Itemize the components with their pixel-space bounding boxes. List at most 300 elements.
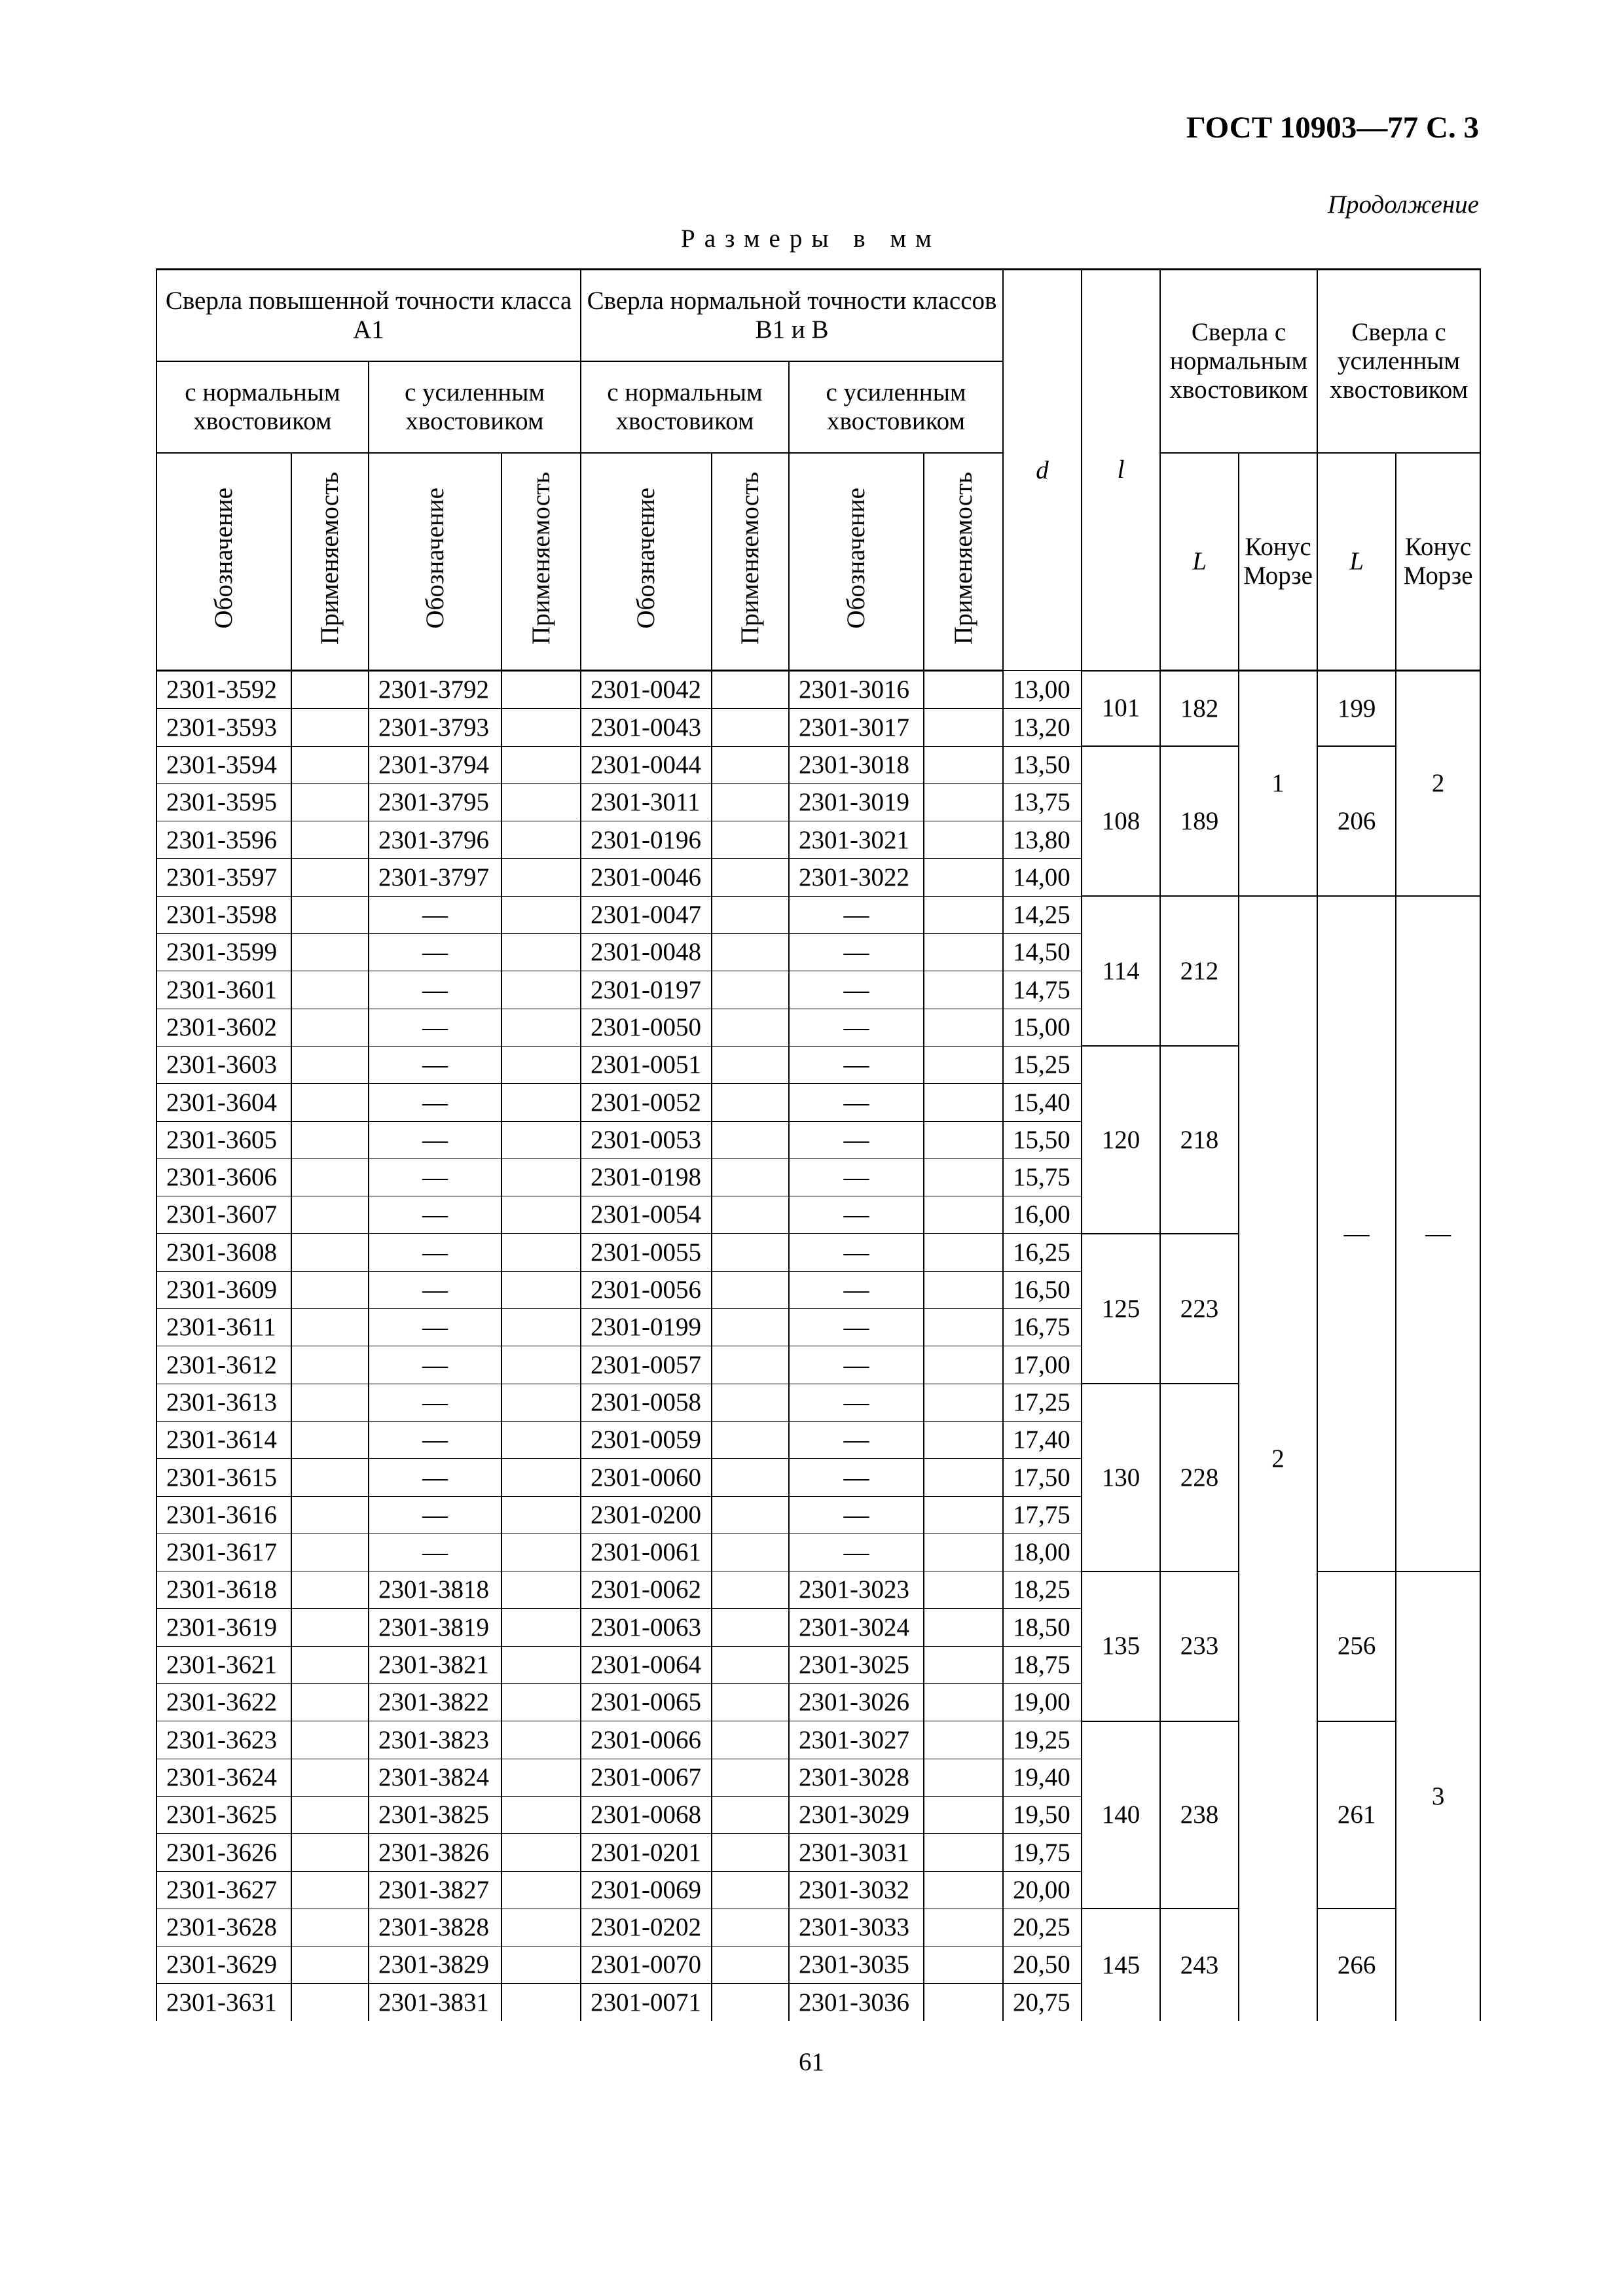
b-normal-applicability-cell bbox=[712, 671, 789, 709]
l-cell: 101 bbox=[1082, 671, 1160, 747]
applicability-header: Применяемость bbox=[712, 453, 789, 671]
a1-reinforced-designation-cell: 2301-3821 bbox=[369, 1646, 501, 1683]
b-normal-designation-cell: 2301-0056 bbox=[581, 1271, 712, 1308]
a1-reinforced-applicability-cell bbox=[501, 1421, 581, 1458]
L-normal-cell: 189 bbox=[1160, 746, 1239, 896]
a1-normal-applicability-cell bbox=[291, 1196, 369, 1234]
a1-normal-applicability-cell bbox=[291, 1346, 369, 1384]
a1-normal-designation-cell: 2301-3622 bbox=[156, 1684, 291, 1721]
b-normal-applicability-cell bbox=[712, 1234, 789, 1271]
d-cell: 19,75 bbox=[1003, 1834, 1082, 1871]
d-cell: 18,50 bbox=[1003, 1609, 1082, 1646]
b-normal-designation-cell: 2301-3011 bbox=[581, 783, 712, 821]
a1-normal-designation-cell: 2301-3608 bbox=[156, 1234, 291, 1271]
b-reinforced-applicability-cell bbox=[924, 1271, 1003, 1308]
b-normal-applicability-cell bbox=[712, 746, 789, 783]
a1-normal-designation-cell: 2301-3599 bbox=[156, 934, 291, 971]
l-cell: 125 bbox=[1082, 1234, 1160, 1384]
d-cell: 15,00 bbox=[1003, 1009, 1082, 1046]
b-reinforced-applicability-cell bbox=[924, 1158, 1003, 1196]
a1-normal-applicability-cell bbox=[291, 1834, 369, 1871]
b-normal-designation-cell: 2301-0199 bbox=[581, 1309, 712, 1346]
a1-reinforced-designation-cell: — bbox=[369, 1534, 501, 1571]
b-reinforced-designation-cell: 2301-3017 bbox=[789, 709, 924, 746]
a1-normal-applicability-cell bbox=[291, 1759, 369, 1796]
a1-reinforced-applicability-cell bbox=[501, 1796, 581, 1833]
b-reinforced-designation-cell: — bbox=[789, 1046, 924, 1083]
b-normal-applicability-cell bbox=[712, 1834, 789, 1871]
a1-reinforced-designation-cell: 2301-3795 bbox=[369, 783, 501, 821]
a1-reinforced-designation-cell: — bbox=[369, 1496, 501, 1534]
d-cell: 19,25 bbox=[1003, 1721, 1082, 1759]
b-normal-applicability-cell bbox=[712, 1571, 789, 1609]
a1-normal-applicability-cell bbox=[291, 859, 369, 896]
b-reinforced-designation-cell: 2301-3025 bbox=[789, 1646, 924, 1683]
a1-reinforced-shank-header: с усиленным хвостовиком bbox=[369, 361, 581, 453]
b-normal-applicability-cell bbox=[712, 1909, 789, 1946]
applicability-header: Применяемость bbox=[924, 453, 1003, 671]
a1-normal-designation-cell: 2301-3626 bbox=[156, 1834, 291, 1871]
d-cell: 20,50 bbox=[1003, 1946, 1082, 1984]
d-cell: 18,00 bbox=[1003, 1534, 1082, 1571]
b-reinforced-applicability-cell bbox=[924, 1046, 1003, 1083]
l-cell: 140 bbox=[1082, 1721, 1160, 1909]
a1-reinforced-applicability-cell bbox=[501, 1459, 581, 1496]
d-cell: 15,50 bbox=[1003, 1121, 1082, 1158]
morse-reinforced-header: Конус Морзе bbox=[1396, 453, 1480, 671]
b-normal-designation-cell: 2301-0053 bbox=[581, 1121, 712, 1158]
a1-normal-designation-cell: 2301-3595 bbox=[156, 783, 291, 821]
a1-normal-applicability-cell bbox=[291, 821, 369, 859]
b-reinforced-applicability-cell bbox=[924, 1459, 1003, 1496]
a1-reinforced-applicability-cell bbox=[501, 896, 581, 933]
a1-normal-applicability-cell bbox=[291, 1909, 369, 1946]
a1-reinforced-applicability-cell bbox=[501, 671, 581, 709]
drills-normal-shank-header: Сверла с нормальным хвостовиком bbox=[1160, 270, 1317, 454]
b-reinforced-applicability-cell bbox=[924, 934, 1003, 971]
table-row bbox=[156, 896, 1480, 933]
a1-reinforced-designation-cell: — bbox=[369, 934, 501, 971]
a1-reinforced-designation-cell: — bbox=[369, 971, 501, 1009]
designation-header: Обозначение bbox=[789, 453, 924, 671]
b-reinforced-designation-cell: — bbox=[789, 1459, 924, 1496]
b-normal-designation-cell: 2301-0060 bbox=[581, 1459, 712, 1496]
a1-normal-designation-cell: 2301-3623 bbox=[156, 1721, 291, 1759]
b-normal-applicability-cell bbox=[712, 1796, 789, 1833]
a1-normal-applicability-cell bbox=[291, 934, 369, 971]
b-reinforced-designation-cell: — bbox=[789, 1158, 924, 1196]
a1-normal-designation-cell: 2301-3593 bbox=[156, 709, 291, 746]
a1-reinforced-designation-cell: 2301-3792 bbox=[369, 671, 501, 709]
b-normal-designation-cell: 2301-0066 bbox=[581, 1721, 712, 1759]
a1-reinforced-designation-cell: — bbox=[369, 1046, 501, 1083]
b-normal-designation-cell: 2301-0058 bbox=[581, 1384, 712, 1421]
a1-normal-designation-cell: 2301-3613 bbox=[156, 1384, 291, 1421]
b-reinforced-designation-cell: — bbox=[789, 1384, 924, 1421]
a1-normal-applicability-cell bbox=[291, 709, 369, 746]
a1-normal-applicability-cell bbox=[291, 1084, 369, 1121]
b-reinforced-applicability-cell bbox=[924, 1646, 1003, 1683]
d-cell: 13,20 bbox=[1003, 709, 1082, 746]
a1-reinforced-applicability-cell bbox=[501, 1009, 581, 1046]
L-normal-cell: 233 bbox=[1160, 1571, 1239, 1721]
b-reinforced-designation-cell: — bbox=[789, 896, 924, 933]
d-cell: 15,40 bbox=[1003, 1084, 1082, 1121]
page-number: 61 bbox=[799, 2048, 824, 2076]
b-reinforced-applicability-cell bbox=[924, 1609, 1003, 1646]
b-normal-applicability-cell bbox=[712, 1346, 789, 1384]
a1-reinforced-applicability-cell bbox=[501, 1871, 581, 1909]
b-normal-designation-cell: 2301-0065 bbox=[581, 1684, 712, 1721]
l-cell: 120 bbox=[1082, 1046, 1160, 1233]
l-header: l bbox=[1082, 270, 1160, 671]
a1-normal-designation-cell: 2301-3607 bbox=[156, 1196, 291, 1234]
b-normal-designation-cell: 2301-0043 bbox=[581, 709, 712, 746]
b-reinforced-applicability-cell bbox=[924, 1309, 1003, 1346]
b-reinforced-designation-cell: 2301-3036 bbox=[789, 1984, 924, 2021]
a1-normal-applicability-cell bbox=[291, 1796, 369, 1833]
a1-normal-shank-header: с нормальным хвостовиком bbox=[156, 361, 369, 453]
b-normal-applicability-cell bbox=[712, 1421, 789, 1458]
l-cell: 130 bbox=[1082, 1384, 1160, 1571]
b-normal-designation-cell: 2301-0198 bbox=[581, 1158, 712, 1196]
page-header: ГОСТ 10903—77 С. 3 bbox=[1186, 111, 1479, 145]
a1-reinforced-applicability-cell bbox=[501, 1346, 581, 1384]
b-normal-applicability-cell bbox=[712, 1871, 789, 1909]
b-normal-designation-cell: 2301-0069 bbox=[581, 1871, 712, 1909]
d-cell: 14,75 bbox=[1003, 971, 1082, 1009]
d-cell: 14,00 bbox=[1003, 859, 1082, 896]
b-normal-designation-cell: 2301-0071 bbox=[581, 1984, 712, 2021]
b-reinforced-applicability-cell bbox=[924, 1684, 1003, 1721]
a1-reinforced-designation-cell: 2301-3793 bbox=[369, 709, 501, 746]
b-reinforced-designation-cell: — bbox=[789, 1534, 924, 1571]
b-reinforced-designation-cell: — bbox=[789, 1084, 924, 1121]
a1-reinforced-designation-cell: — bbox=[369, 1309, 501, 1346]
group-b-header: Сверла нормальной точности классов В1 и В bbox=[581, 270, 1003, 362]
a1-reinforced-designation-cell: — bbox=[369, 1271, 501, 1308]
d-cell: 19,40 bbox=[1003, 1759, 1082, 1796]
b-normal-applicability-cell bbox=[712, 859, 789, 896]
a1-normal-applicability-cell bbox=[291, 1571, 369, 1609]
b-reinforced-designation-cell: 2301-3019 bbox=[789, 783, 924, 821]
b-normal-designation-cell: 2301-0202 bbox=[581, 1909, 712, 1946]
d-cell: 20,25 bbox=[1003, 1909, 1082, 1946]
b-normal-designation-cell: 2301-0196 bbox=[581, 821, 712, 859]
a1-normal-applicability-cell bbox=[291, 1009, 369, 1046]
morse-reinforced-cell: 3 bbox=[1396, 1571, 1480, 2021]
b-reinforced-designation-cell: — bbox=[789, 1009, 924, 1046]
b-normal-designation-cell: 2301-0059 bbox=[581, 1421, 712, 1458]
a1-normal-designation-cell: 2301-3627 bbox=[156, 1871, 291, 1909]
b-reinforced-applicability-cell bbox=[924, 896, 1003, 933]
a1-reinforced-designation-cell: 2301-3819 bbox=[369, 1609, 501, 1646]
a1-reinforced-designation-cell: — bbox=[369, 1234, 501, 1271]
a1-reinforced-designation-cell: 2301-3794 bbox=[369, 746, 501, 783]
a1-normal-applicability-cell bbox=[291, 783, 369, 821]
a1-reinforced-designation-cell: — bbox=[369, 1009, 501, 1046]
a1-reinforced-applicability-cell bbox=[501, 1121, 581, 1158]
a1-reinforced-designation-cell: 2301-3829 bbox=[369, 1946, 501, 1984]
morse-normal-header: Конус Морзе bbox=[1239, 453, 1317, 671]
b-reinforced-designation-cell: 2301-3021 bbox=[789, 821, 924, 859]
b-reinforced-designation-cell: — bbox=[789, 1234, 924, 1271]
b-normal-applicability-cell bbox=[712, 896, 789, 933]
a1-normal-designation-cell: 2301-3606 bbox=[156, 1158, 291, 1196]
a1-normal-applicability-cell bbox=[291, 1158, 369, 1196]
b-reinforced-applicability-cell bbox=[924, 1421, 1003, 1458]
a1-reinforced-applicability-cell bbox=[501, 1234, 581, 1271]
a1-reinforced-applicability-cell bbox=[501, 934, 581, 971]
a1-reinforced-applicability-cell bbox=[501, 1834, 581, 1871]
l-cell: 108 bbox=[1082, 746, 1160, 896]
d-cell: 13,75 bbox=[1003, 783, 1082, 821]
a1-normal-designation-cell: 2301-3617 bbox=[156, 1534, 291, 1571]
L-normal-cell: 228 bbox=[1160, 1384, 1239, 1571]
a1-reinforced-applicability-cell bbox=[501, 1759, 581, 1796]
a1-normal-designation-cell: 2301-3624 bbox=[156, 1759, 291, 1796]
b-normal-applicability-cell bbox=[712, 1271, 789, 1308]
a1-normal-designation-cell: 2301-3616 bbox=[156, 1496, 291, 1534]
b-normal-designation-cell: 2301-0047 bbox=[581, 896, 712, 933]
a1-normal-applicability-cell bbox=[291, 1459, 369, 1496]
b-normal-applicability-cell bbox=[712, 971, 789, 1009]
d-cell: 18,75 bbox=[1003, 1646, 1082, 1683]
b-reinforced-applicability-cell bbox=[924, 1384, 1003, 1421]
a1-normal-applicability-cell bbox=[291, 971, 369, 1009]
b-normal-applicability-cell bbox=[712, 1309, 789, 1346]
d-cell: 13,50 bbox=[1003, 746, 1082, 783]
a1-reinforced-applicability-cell bbox=[501, 1158, 581, 1196]
a1-reinforced-applicability-cell bbox=[501, 709, 581, 746]
b-normal-applicability-cell bbox=[712, 1609, 789, 1646]
b-reinforced-designation-cell: 2301-3029 bbox=[789, 1796, 924, 1833]
a1-reinforced-applicability-cell bbox=[501, 1684, 581, 1721]
b-reinforced-designation-cell: — bbox=[789, 1196, 924, 1234]
d-cell: 17,00 bbox=[1003, 1346, 1082, 1384]
d-cell: 14,50 bbox=[1003, 934, 1082, 971]
applicability-header: Применяемость bbox=[501, 453, 581, 671]
d-cell: 18,25 bbox=[1003, 1571, 1082, 1609]
b-normal-designation-cell: 2301-0197 bbox=[581, 971, 712, 1009]
b-normal-applicability-cell bbox=[712, 1046, 789, 1083]
a1-normal-applicability-cell bbox=[291, 1496, 369, 1534]
d-cell: 19,00 bbox=[1003, 1684, 1082, 1721]
a1-normal-applicability-cell bbox=[291, 1984, 369, 2021]
b-normal-designation-cell: 2301-0061 bbox=[581, 1534, 712, 1571]
b-reinforced-designation-cell: 2301-3028 bbox=[789, 1759, 924, 1796]
units-caption: Размеры в мм bbox=[681, 224, 941, 253]
a1-normal-designation-cell: 2301-3609 bbox=[156, 1271, 291, 1308]
drill-spec-table bbox=[156, 268, 1481, 2021]
designation-header: Обозначение bbox=[369, 453, 501, 671]
continuation-label: Продолжение bbox=[1327, 190, 1479, 219]
a1-reinforced-applicability-cell bbox=[501, 821, 581, 859]
l-cell: 135 bbox=[1082, 1571, 1160, 1721]
a1-reinforced-applicability-cell bbox=[501, 1609, 581, 1646]
applicability-header: Применяемость bbox=[291, 453, 369, 671]
a1-normal-designation-cell: 2301-3596 bbox=[156, 821, 291, 859]
l-cell: 145 bbox=[1082, 1909, 1160, 2020]
b-reinforced-designation-cell: 2301-3023 bbox=[789, 1571, 924, 1609]
d-cell: 16,00 bbox=[1003, 1196, 1082, 1234]
b-reinforced-applicability-cell bbox=[924, 1346, 1003, 1384]
b-normal-designation-cell: 2301-0200 bbox=[581, 1496, 712, 1534]
a1-reinforced-applicability-cell bbox=[501, 1946, 581, 1984]
b-reinforced-designation-cell: — bbox=[789, 1121, 924, 1158]
b-normal-applicability-cell bbox=[712, 934, 789, 971]
a1-normal-designation-cell: 2301-3629 bbox=[156, 1946, 291, 1984]
a1-normal-applicability-cell bbox=[291, 1646, 369, 1683]
b-reinforced-designation-cell: 2301-3026 bbox=[789, 1684, 924, 1721]
b-normal-designation-cell: 2301-0057 bbox=[581, 1346, 712, 1384]
b-normal-applicability-cell bbox=[712, 1759, 789, 1796]
b-normal-applicability-cell bbox=[712, 709, 789, 746]
b-reinforced-applicability-cell bbox=[924, 1984, 1003, 2021]
d-cell: 17,40 bbox=[1003, 1421, 1082, 1458]
b-reinforced-applicability-cell bbox=[924, 746, 1003, 783]
a1-normal-applicability-cell bbox=[291, 1046, 369, 1083]
a1-normal-applicability-cell bbox=[291, 1946, 369, 1984]
a1-normal-designation-cell: 2301-3612 bbox=[156, 1346, 291, 1384]
b-reinforced-designation-cell: 2301-3016 bbox=[789, 671, 924, 709]
d-cell: 13,80 bbox=[1003, 821, 1082, 859]
d-cell: 13,00 bbox=[1003, 671, 1082, 709]
a1-reinforced-designation-cell: 2301-3825 bbox=[369, 1796, 501, 1833]
a1-normal-designation-cell: 2301-3594 bbox=[156, 746, 291, 783]
b-normal-designation-cell: 2301-0052 bbox=[581, 1084, 712, 1121]
a1-reinforced-applicability-cell bbox=[501, 746, 581, 783]
a1-reinforced-designation-cell: 2301-3827 bbox=[369, 1871, 501, 1909]
group-a1-header: Сверла повышенной точности класса А1 bbox=[156, 270, 581, 362]
b-reinforced-applicability-cell bbox=[924, 1946, 1003, 1984]
b-normal-designation-cell: 2301-0067 bbox=[581, 1759, 712, 1796]
L-reinforced-cell: 266 bbox=[1317, 1909, 1396, 2020]
b-reinforced-applicability-cell bbox=[924, 1721, 1003, 1759]
a1-normal-applicability-cell bbox=[291, 1271, 369, 1308]
a1-reinforced-applicability-cell bbox=[501, 1496, 581, 1534]
a1-normal-applicability-cell bbox=[291, 1534, 369, 1571]
designation-header: Обозначение bbox=[581, 453, 712, 671]
morse-reinforced-cell: — bbox=[1396, 896, 1480, 1571]
a1-normal-designation-cell: 2301-3625 bbox=[156, 1796, 291, 1833]
a1-reinforced-applicability-cell bbox=[501, 859, 581, 896]
L-reinforced-cell: 206 bbox=[1317, 746, 1396, 896]
b-reinforced-applicability-cell bbox=[924, 1196, 1003, 1234]
b-reinforced-applicability-cell bbox=[924, 709, 1003, 746]
b-normal-designation-cell: 2301-0064 bbox=[581, 1646, 712, 1683]
morse-normal-cell: 1 bbox=[1239, 671, 1317, 897]
a1-normal-applicability-cell bbox=[291, 1234, 369, 1271]
L-normal-cell: 223 bbox=[1160, 1234, 1239, 1384]
a1-reinforced-applicability-cell bbox=[501, 1196, 581, 1234]
table-body bbox=[156, 671, 1480, 2021]
b-reinforced-designation-cell: 2301-3027 bbox=[789, 1721, 924, 1759]
a1-normal-designation-cell: 2301-3605 bbox=[156, 1121, 291, 1158]
a1-reinforced-designation-cell: — bbox=[369, 1158, 501, 1196]
b-normal-applicability-cell bbox=[712, 1684, 789, 1721]
a1-reinforced-designation-cell: 2301-3826 bbox=[369, 1834, 501, 1871]
b-normal-designation-cell: 2301-0051 bbox=[581, 1046, 712, 1083]
a1-reinforced-designation-cell: — bbox=[369, 1196, 501, 1234]
a1-reinforced-designation-cell: — bbox=[369, 1084, 501, 1121]
b-normal-applicability-cell bbox=[712, 1196, 789, 1234]
b-reinforced-applicability-cell bbox=[924, 971, 1003, 1009]
a1-reinforced-designation-cell: 2301-3797 bbox=[369, 859, 501, 896]
b-reinforced-applicability-cell bbox=[924, 859, 1003, 896]
a1-reinforced-designation-cell: 2301-3823 bbox=[369, 1721, 501, 1759]
b-reinforced-applicability-cell bbox=[924, 821, 1003, 859]
a1-reinforced-applicability-cell bbox=[501, 783, 581, 821]
a1-reinforced-designation-cell: — bbox=[369, 1346, 501, 1384]
b-normal-applicability-cell bbox=[712, 821, 789, 859]
a1-reinforced-applicability-cell bbox=[501, 1084, 581, 1121]
d-cell: 17,50 bbox=[1003, 1459, 1082, 1496]
a1-normal-designation-cell: 2301-3628 bbox=[156, 1909, 291, 1946]
b-normal-designation-cell: 2301-0046 bbox=[581, 859, 712, 896]
a1-reinforced-applicability-cell bbox=[501, 1271, 581, 1308]
a1-reinforced-designation-cell: — bbox=[369, 1421, 501, 1458]
a1-reinforced-applicability-cell bbox=[501, 971, 581, 1009]
a1-reinforced-applicability-cell bbox=[501, 1309, 581, 1346]
b-reinforced-designation-cell: — bbox=[789, 1271, 924, 1308]
L-reinforced-cell: 199 bbox=[1317, 671, 1396, 747]
a1-normal-applicability-cell bbox=[291, 896, 369, 933]
b-reinforced-designation-cell: 2301-3024 bbox=[789, 1609, 924, 1646]
morse-reinforced-cell: 2 bbox=[1396, 671, 1480, 897]
b-normal-designation-cell: 2301-0070 bbox=[581, 1946, 712, 1984]
b-reinforced-applicability-cell bbox=[924, 1871, 1003, 1909]
drills-reinforced-shank-header: Сверла с усиленным хвостовиком bbox=[1317, 270, 1480, 454]
b-normal-designation-cell: 2301-0054 bbox=[581, 1196, 712, 1234]
b-normal-applicability-cell bbox=[712, 1009, 789, 1046]
d-cell: 20,00 bbox=[1003, 1871, 1082, 1909]
a1-normal-applicability-cell bbox=[291, 1121, 369, 1158]
a1-reinforced-designation-cell: 2301-3824 bbox=[369, 1759, 501, 1796]
b-reinforced-designation-cell: — bbox=[789, 1309, 924, 1346]
a1-reinforced-applicability-cell bbox=[501, 1984, 581, 2021]
a1-normal-applicability-cell bbox=[291, 1384, 369, 1421]
b-reinforced-applicability-cell bbox=[924, 1234, 1003, 1271]
b-reinforced-designation-cell: — bbox=[789, 1421, 924, 1458]
a1-normal-designation-cell: 2301-3601 bbox=[156, 971, 291, 1009]
L-reinforced-header: L bbox=[1317, 453, 1396, 671]
b-normal-applicability-cell bbox=[712, 1158, 789, 1196]
a1-normal-applicability-cell bbox=[291, 1721, 369, 1759]
a1-reinforced-applicability-cell bbox=[501, 1046, 581, 1083]
a1-reinforced-designation-cell: 2301-3822 bbox=[369, 1684, 501, 1721]
a1-reinforced-designation-cell: 2301-3818 bbox=[369, 1571, 501, 1609]
b-reinforced-applicability-cell bbox=[924, 1121, 1003, 1158]
b-reinforced-designation-cell: 2301-3018 bbox=[789, 746, 924, 783]
a1-reinforced-designation-cell: — bbox=[369, 896, 501, 933]
b-reinforced-applicability-cell bbox=[924, 1534, 1003, 1571]
b-reinforced-shank-header: с усиленным хвостовиком bbox=[789, 361, 1003, 453]
d-cell: 14,25 bbox=[1003, 896, 1082, 933]
a1-reinforced-designation-cell: 2301-3828 bbox=[369, 1909, 501, 1946]
b-normal-designation-cell: 2301-0044 bbox=[581, 746, 712, 783]
a1-normal-designation-cell: 2301-3618 bbox=[156, 1571, 291, 1609]
d-cell: 15,75 bbox=[1003, 1158, 1082, 1196]
d-cell: 15,25 bbox=[1003, 1046, 1082, 1083]
b-reinforced-applicability-cell bbox=[924, 783, 1003, 821]
b-reinforced-applicability-cell bbox=[924, 1909, 1003, 1946]
a1-reinforced-designation-cell: — bbox=[369, 1384, 501, 1421]
a1-normal-applicability-cell bbox=[291, 1609, 369, 1646]
a1-reinforced-designation-cell: 2301-3831 bbox=[369, 1984, 501, 2021]
b-reinforced-applicability-cell bbox=[924, 1834, 1003, 1871]
L-normal-cell: 243 bbox=[1160, 1909, 1239, 2020]
